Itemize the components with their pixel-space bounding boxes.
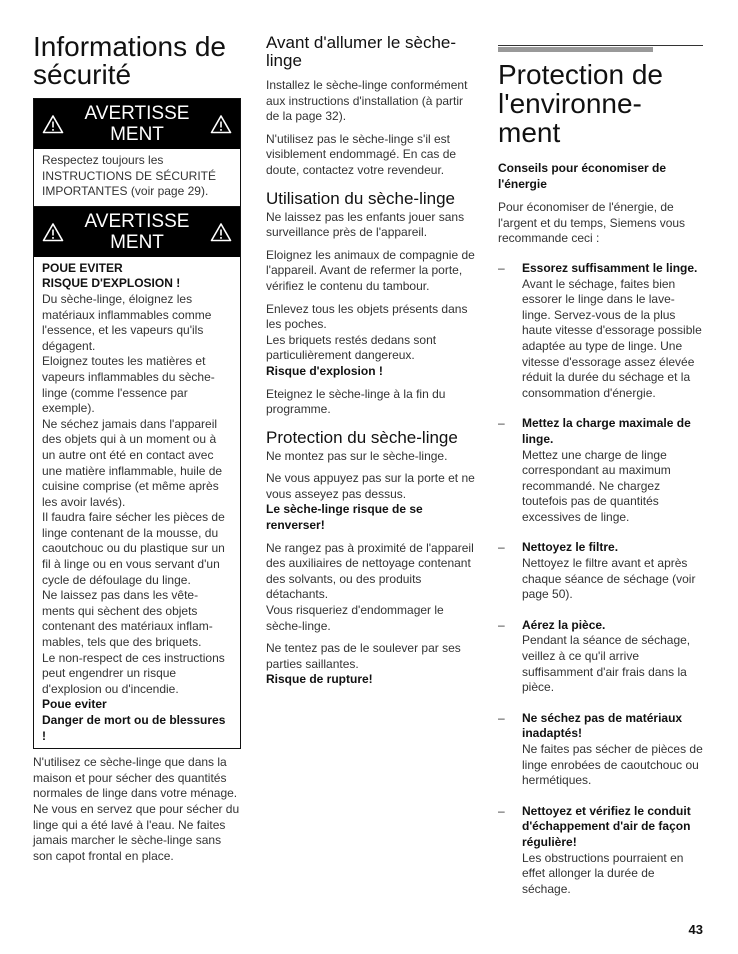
paragraph: Eteignez le sèche-linge à la fin du programme. [266, 386, 446, 417]
tips-list [498, 261, 703, 897]
tip-title: Mettez la charge maximale de linge. [522, 416, 691, 446]
risk-note: Risque de rupture! [266, 672, 373, 687]
paragraph: Ne montez pas sur le sèche-linge. [266, 448, 448, 463]
tip-content [522, 711, 703, 789]
tip-text: Les obstructions pourraient en effet allonger la durée de séchage. [522, 850, 684, 896]
risk-note: Risque d'explosion ! [266, 363, 383, 378]
tip-text: Ne faites pas sécher de pièces de linge enrobées de caoutchouc ou hermétiques. [522, 742, 703, 788]
energy-subhead: Conseils pour économiser de l'énergie [498, 161, 667, 191]
tip-text: Nettoyez le filtre avant et après chaque séance de séchage (voir page 50). [522, 556, 696, 602]
dash-bullet: – [498, 710, 505, 725]
risk-note: Le sèche-linge risque de se renverser! [266, 502, 423, 533]
dash-bullet: – [498, 416, 505, 431]
warning-body [34, 149, 240, 206]
warning-triangle-icon [42, 114, 64, 134]
tip-title: Aérez la pièce. [522, 617, 606, 632]
warning-paragraph: Ne laissez pas dans les vête- ments qui sèchent des objets contenant des matériaux inflam- mables, tels que des briquets. [42, 588, 213, 650]
heading-protection: Protection du sèche-linge [266, 427, 458, 447]
page-number: 43 [688, 922, 703, 937]
tip-content [522, 416, 703, 525]
warning-body [34, 257, 240, 748]
tip-text: Avant le séchage, faites bien essorer le linge dans le lave-linge. Servez-vous de la plus haute vitesse d'essorage possible adaptée au type de linge. Une vitesse d'essorage assez élevée réduit la durée du séchage et la consommation d'énergie. [522, 276, 702, 400]
list-item [498, 416, 703, 525]
paragraph: Ne vous appuyez pas sur la porte et ne vous asseyez pas dessus. [266, 471, 475, 501]
tip-content [522, 261, 703, 401]
warning-text: Respectez toujours les INSTRUCTIONS DE SÉCURITÉ IMPORTANTES (voir page 29). [42, 153, 217, 199]
heading-before-start: Avant d'allumer le sèche-linge [266, 33, 457, 70]
tip-title: Nettoyez et vérifiez le conduit d'échappement d'air de façon régulière! [522, 803, 691, 849]
warning-triangle-icon [210, 114, 232, 134]
warning-header [34, 207, 240, 257]
warning-bold: Poue eviter [42, 697, 107, 712]
list-item [498, 711, 703, 789]
tip-content [522, 540, 703, 602]
tip-title: Nettoyez le filtre. [522, 540, 619, 555]
warning-paragraph: Eloignez toutes les matières et vapeurs inflammables du sèche-linge (comme l'essence par exemple). [42, 354, 215, 416]
page-title: Informations de sécurité [33, 31, 226, 90]
warning-box-2 [33, 207, 241, 749]
tip-text: Mettez une charge de linge correspondant au maximum recommandé. Ne chargez toutefois pas de quantités excessives de linge. [522, 447, 671, 524]
column-safety [33, 0, 241, 864]
list-item [498, 261, 703, 401]
list-item [498, 618, 703, 696]
warning-label: AVERTISSE MENT [84, 103, 190, 145]
dash-bullet: – [498, 803, 505, 818]
list-item [498, 804, 703, 898]
paragraph: Vous risqueriez d'endommager le sèche-linge. [266, 603, 444, 633]
warning-bold: POUE EVITER [42, 260, 123, 275]
column-environment [498, 0, 703, 897]
paragraph: Les briquets restés dedans sont particulièrement dangereux. [266, 332, 437, 363]
dash-bullet: – [498, 260, 505, 275]
tip-title: Ne séchez pas de matériaux inadaptés! [522, 710, 683, 741]
warning-paragraph: Le non-respect de ces instructions peut engendrer un risque d'explosion ou d'incendie. [42, 650, 225, 696]
paragraph: Enlevez tous les objets présents dans les poches. [266, 301, 468, 332]
paragraph: Ne tentez pas de le soulever par ses parties saillantes. [266, 641, 461, 671]
warning-label: AVERTISSE MENT [84, 210, 190, 253]
paragraph: Ne laissez pas les enfants jouer sans surveillance près de l'appareil. [266, 209, 465, 240]
paragraph: Installez le sèche-linge conformément aux instructions d'installation (à partir de la page 32). [266, 78, 468, 124]
paragraph: Ne rangez pas à proximité de l'appareil des auxiliaires de nettoyage contenant des solvants, ou des produits détachants. [266, 540, 474, 602]
column-usage [266, 0, 475, 688]
heading-usage: Utilisation du sèche-linge [266, 188, 455, 208]
warning-box-1 [33, 98, 241, 207]
usage-paragraph: N'utilisez ce sèche-linge que dans la maison et pour sécher des quantités normales de linge dans votre ménage. Ne vous en servez que pour sécher du linge qui a été lavé à l'eau. Ne faites jamais marcher le sèche-linge sans son capot frontal en place. [33, 755, 240, 863]
tip-content [522, 618, 703, 696]
dash-bullet: – [498, 540, 505, 555]
environment-title: Protection de l'environne- ment [498, 59, 663, 148]
intro-paragraph: Pour économiser de l'énergie, de l'argent et du temps, Siemens vous recommande ceci : [498, 200, 686, 246]
dash-bullet: – [498, 617, 505, 632]
warning-bold: RISQUE D'EXPLOSION ! [42, 276, 181, 291]
list-item [498, 540, 703, 602]
warning-paragraph: Ne séchez jamais dans l'appareil des objets qui à un moment ou à un autre ont été en contact avec une matière inflammable, huile de cuisine comprise (et même après les avoir lavés). [42, 416, 223, 509]
warning-paragraph: Du sèche-linge, éloignez les matériaux inflammables comme l'essence, et les vapeurs qu'ils dégagent. [42, 291, 212, 353]
paragraph: Eloignez les animaux de compagnie de l'appareil. Avant de refermer la porte, vérifiez le contenu du tambour. [266, 247, 475, 293]
tip-text: Pendant la séance de séchage, veillez à ce qu'il arrive suffisamment d'air frais dans la pièce. [522, 633, 691, 695]
paragraph: N'utilisez pas le sèche-linge s'il est visiblement endommagé. En cas de doute, contactez votre revendeur. [266, 131, 457, 177]
warning-bold: Danger de mort ou de blessures ! [42, 713, 226, 743]
warning-triangle-icon [210, 222, 232, 242]
tip-content [522, 804, 703, 898]
warning-paragraph: Il faudra faire sécher les pièces de linge contenant de la mousse, du caoutchouc ou du plastique sur un fil à linge ou en vous servant d'un cycle de défoulage du linge. [42, 510, 225, 587]
warning-header [34, 99, 240, 149]
tip-title: Essorez suffisamment le linge. [522, 260, 698, 275]
warning-triangle-icon [42, 222, 64, 242]
